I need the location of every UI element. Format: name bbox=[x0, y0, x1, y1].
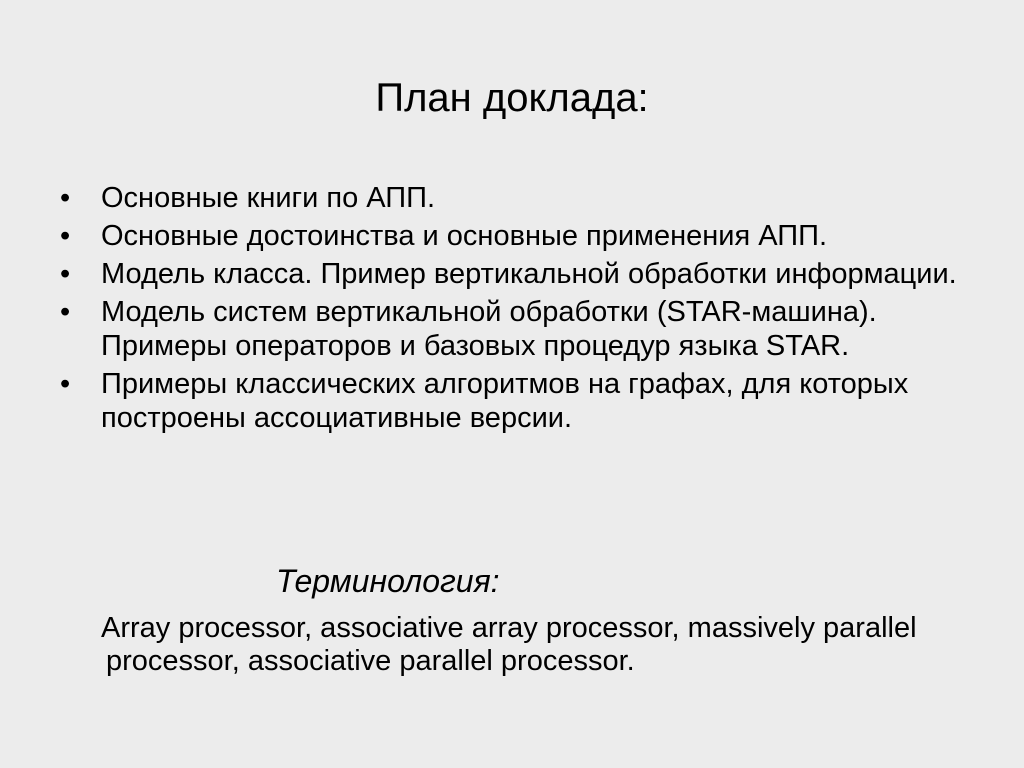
bullet-text: Примеры классических алгоритмов на графах, для которых построены ассоциативные версии. bbox=[101, 368, 909, 434]
bullet-text: Основные книги по АПП. bbox=[101, 182, 436, 214]
bullet-icon: • bbox=[60, 182, 71, 214]
bullet-list bbox=[60, 181, 990, 439]
bullet-text: Основные достоинства и основные применения АПП. bbox=[101, 220, 828, 252]
list-item bbox=[60, 257, 990, 291]
bullet-icon: • bbox=[60, 258, 71, 290]
bullet-icon: • bbox=[60, 368, 71, 400]
list-item bbox=[60, 367, 990, 435]
list-item bbox=[60, 295, 990, 363]
bullet-text: Модель систем вертикальной обработки (STAR-машина). Примеры операторов и базовых процедур языка STAR. bbox=[101, 296, 877, 362]
terminology-heading: Терминология: bbox=[276, 563, 500, 599]
list-item bbox=[60, 219, 990, 253]
bullet-icon: • bbox=[60, 220, 71, 252]
terminology-text: Array processor, associative array processor, massively parallel processor, associative parallel processor. bbox=[101, 612, 917, 677]
bullet-icon: • bbox=[60, 296, 71, 328]
bullet-text: Модель класса. Пример вертикальной обработки информации. bbox=[101, 258, 957, 290]
slide-title: План доклада: bbox=[375, 76, 649, 120]
list-item bbox=[60, 181, 990, 215]
